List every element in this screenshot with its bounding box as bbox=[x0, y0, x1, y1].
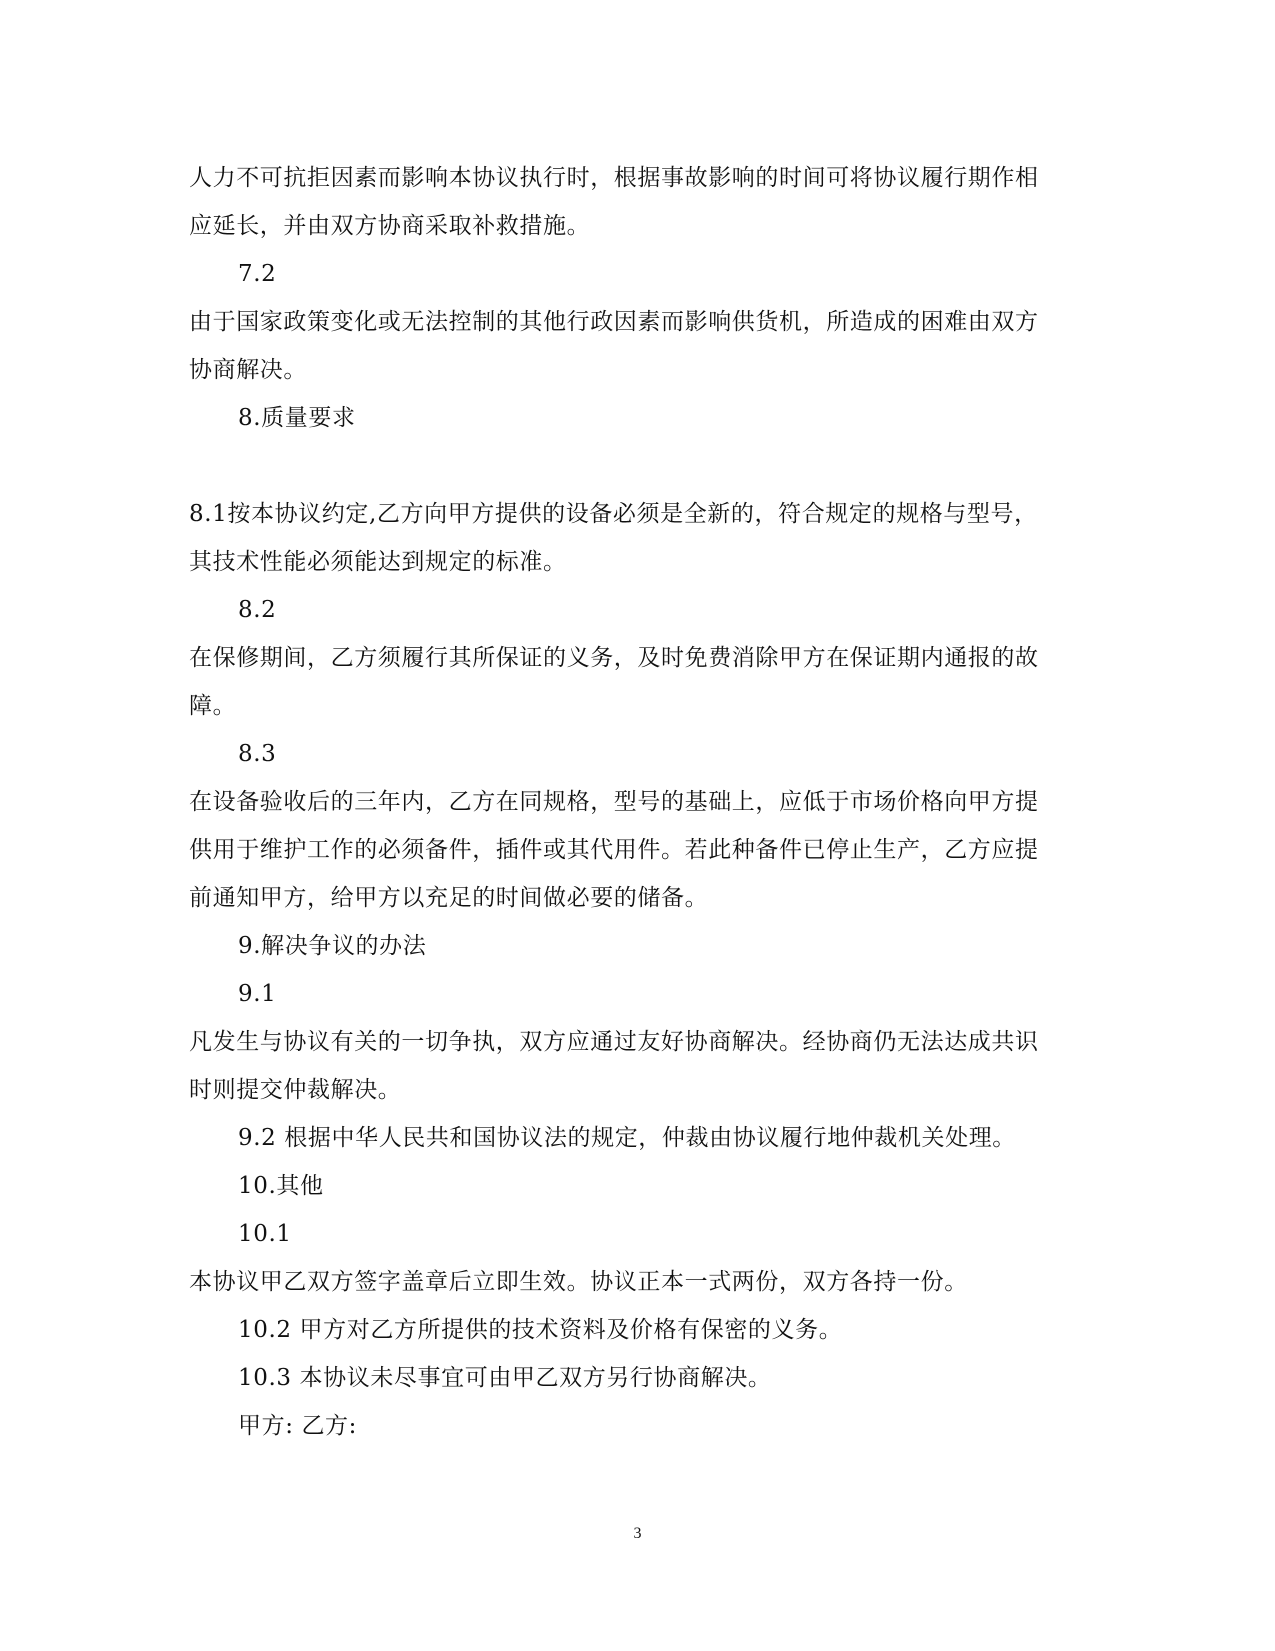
clause-number: 10.1 bbox=[238, 1221, 292, 1247]
text-line: 时则提交仲裁解决。 bbox=[189, 1077, 402, 1103]
text-line: 供用于维护工作的必须备件，插件或其代用件。若此种备件已停止生产，乙方应提 bbox=[189, 837, 1039, 863]
text-line: 前通知甲方，给甲方以充足的时间做必要的储备。 bbox=[189, 885, 709, 911]
text-line: 人力不可抗拒因素而影响本协议执行时，根据事故影响的时间可将协议履行期作相 bbox=[189, 165, 1039, 191]
clause-number: 9.1 bbox=[238, 981, 277, 1007]
section-heading: 8.质量要求 bbox=[238, 405, 356, 431]
clause-number: 7.2 bbox=[238, 261, 277, 287]
text-line: 在设备验收后的三年内，乙方在同规格，型号的基础上，应低于市场价格向甲方提 bbox=[189, 789, 1039, 815]
signature-line: 甲方: 乙方: bbox=[238, 1413, 358, 1439]
text-line: 9.2 根据中华人民共和国协议法的规定，仲裁由协议履行地仲裁机关处理。 bbox=[238, 1125, 1016, 1151]
text-line: 10.3 本协议未尽事宜可由甲乙双方另行协商解决。 bbox=[238, 1365, 772, 1391]
text-line: 本协议甲乙双方签字盖章后立即生效。协议正本一式两份，双方各持一份。 bbox=[189, 1269, 968, 1295]
page-number: 3 bbox=[633, 1525, 642, 1542]
text-line: 由于国家政策变化或无法控制的其他行政因素而影响供货机，所造成的困难由双方 bbox=[189, 309, 1039, 335]
text-line: 协商解决。 bbox=[189, 357, 307, 383]
section-heading: 10.其他 bbox=[238, 1173, 324, 1199]
text-line: 在保修期间，乙方须履行其所保证的义务，及时免费消除甲方在保证期内通报的故 bbox=[189, 645, 1039, 671]
section-heading: 9.解决争议的办法 bbox=[238, 933, 427, 959]
text-line: 障。 bbox=[189, 693, 237, 719]
text-line: 凡发生与协议有关的一切争执，双方应通过友好协商解决。经协商仍无法达成共识 bbox=[189, 1029, 1039, 1055]
clause-number: 8.3 bbox=[238, 741, 277, 767]
text-line: 应延长，并由双方协商采取补救措施。 bbox=[189, 213, 591, 239]
text-line: 其技术性能必须能达到规定的标准。 bbox=[189, 549, 567, 575]
text-line: 8.1按本协议约定,乙方向甲方提供的设备必须是全新的，符合规定的规格与型号， bbox=[189, 501, 1038, 527]
clause-number: 8.2 bbox=[238, 597, 277, 623]
text-line: 10.2 甲方对乙方所提供的技术资料及价格有保密的义务。 bbox=[238, 1317, 843, 1343]
